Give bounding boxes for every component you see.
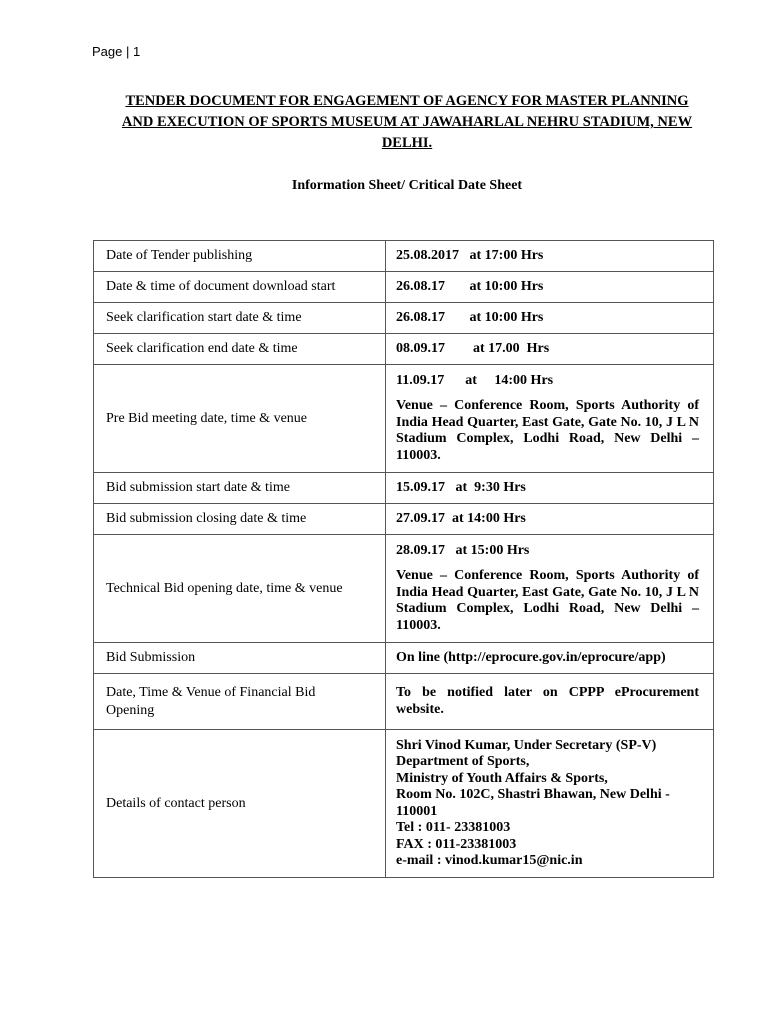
row-label: Bid submission start date & time xyxy=(94,473,386,504)
contact-email[interactable]: e-mail : vinod.kumar15@nic.in xyxy=(396,853,583,868)
pre-bid-datetime: 11.09.17 at 14:00 Hrs xyxy=(396,372,554,388)
row-label: Date of Tender publishing xyxy=(94,241,386,272)
contact-line: Shri Vinod Kumar, Under Secretary (SP-V) xyxy=(396,737,657,753)
table-row xyxy=(94,241,714,272)
row-label: Bid submission closing date & time xyxy=(94,504,386,535)
row-label: Seek clarification start date & time xyxy=(94,303,386,334)
contact-line: Room No. 102C, Shastri Bhawan, New Delhi - 110001 xyxy=(396,787,670,819)
table-row xyxy=(94,730,714,878)
contact-line: FAX : 011-23381003 xyxy=(396,836,517,852)
row-value: 26.08.17 at 10:00 Hrs xyxy=(386,303,714,334)
row-label: Date & time of document download start xyxy=(94,272,386,303)
table-row xyxy=(94,643,714,674)
row-label: Details of contact person xyxy=(94,730,386,878)
contact-details xyxy=(386,730,714,878)
title-line-1: TENDER DOCUMENT FOR ENGAGEMENT OF AGENCY FOR MASTER PLANNING xyxy=(125,93,689,109)
row-value xyxy=(386,365,714,473)
row-value: 25.08.2017 at 17:00 Hrs xyxy=(386,241,714,272)
section-subtitle: Information Sheet/ Critical Date Sheet xyxy=(291,178,523,193)
financial-bid-note: To be notified later on CPPP eProcurement website. xyxy=(396,685,699,717)
table-row xyxy=(94,473,714,504)
row-value xyxy=(386,674,714,730)
table-row xyxy=(94,303,714,334)
row-value: 26.08.17 at 10:00 Hrs xyxy=(386,272,714,303)
page-number: Page | 1 xyxy=(92,44,141,59)
contact-line: Tel : 011- 23381003 xyxy=(396,820,511,835)
technical-bid-venue: Venue – Conference Room, Sports Authority of India Head Quarter, East Gate, Gate No. 10, J L N Stadium Complex, Lodhi Road, New Delhi – 110003. xyxy=(396,568,699,633)
pre-bid-venue: Venue – Conference Room, Sports Authority of India Head Quarter, East Gate, Gate No. 10, J L N Stadium Complex, Lodhi Road, New Delhi – 110003. xyxy=(396,398,699,463)
row-label: Bid Submission xyxy=(94,643,386,674)
technical-bid-datetime: 28.09.17 at 15:00 Hrs xyxy=(396,542,530,558)
row-label: Seek clarification end date & time xyxy=(94,334,386,365)
row-value xyxy=(386,535,714,643)
title-line-2: AND EXECUTION OF SPORTS MUSEUM AT JAWAHARLAL NEHRU STADIUM, NEW xyxy=(121,114,693,130)
contact-line: Ministry of Youth Affairs & Sports, xyxy=(396,770,608,786)
row-label-line-1: Date, Time & Venue of Financial Bid xyxy=(106,684,316,700)
row-label xyxy=(94,674,386,730)
row-value: On line (http://eprocure.gov.in/eprocure/app) xyxy=(386,643,714,674)
row-value: 08.09.17 at 17.00 Hrs xyxy=(386,334,714,365)
document-title xyxy=(92,91,722,154)
row-label: Pre Bid meeting date, time & venue xyxy=(94,365,386,473)
table-row xyxy=(94,535,714,643)
row-value: 15.09.17 at 9:30 Hrs xyxy=(386,473,714,504)
title-line-3: DELHI. xyxy=(381,135,433,151)
row-label-line-2: Opening xyxy=(106,702,155,718)
row-label: Technical Bid opening date, time & venue xyxy=(94,535,386,643)
table-row xyxy=(94,365,714,473)
table-row xyxy=(94,674,714,730)
contact-line: Department of Sports, xyxy=(396,754,530,769)
table-row xyxy=(94,504,714,535)
table-row xyxy=(94,272,714,303)
table-row xyxy=(94,334,714,365)
row-value: 27.09.17 at 14:00 Hrs xyxy=(386,504,714,535)
critical-date-table xyxy=(93,240,714,878)
